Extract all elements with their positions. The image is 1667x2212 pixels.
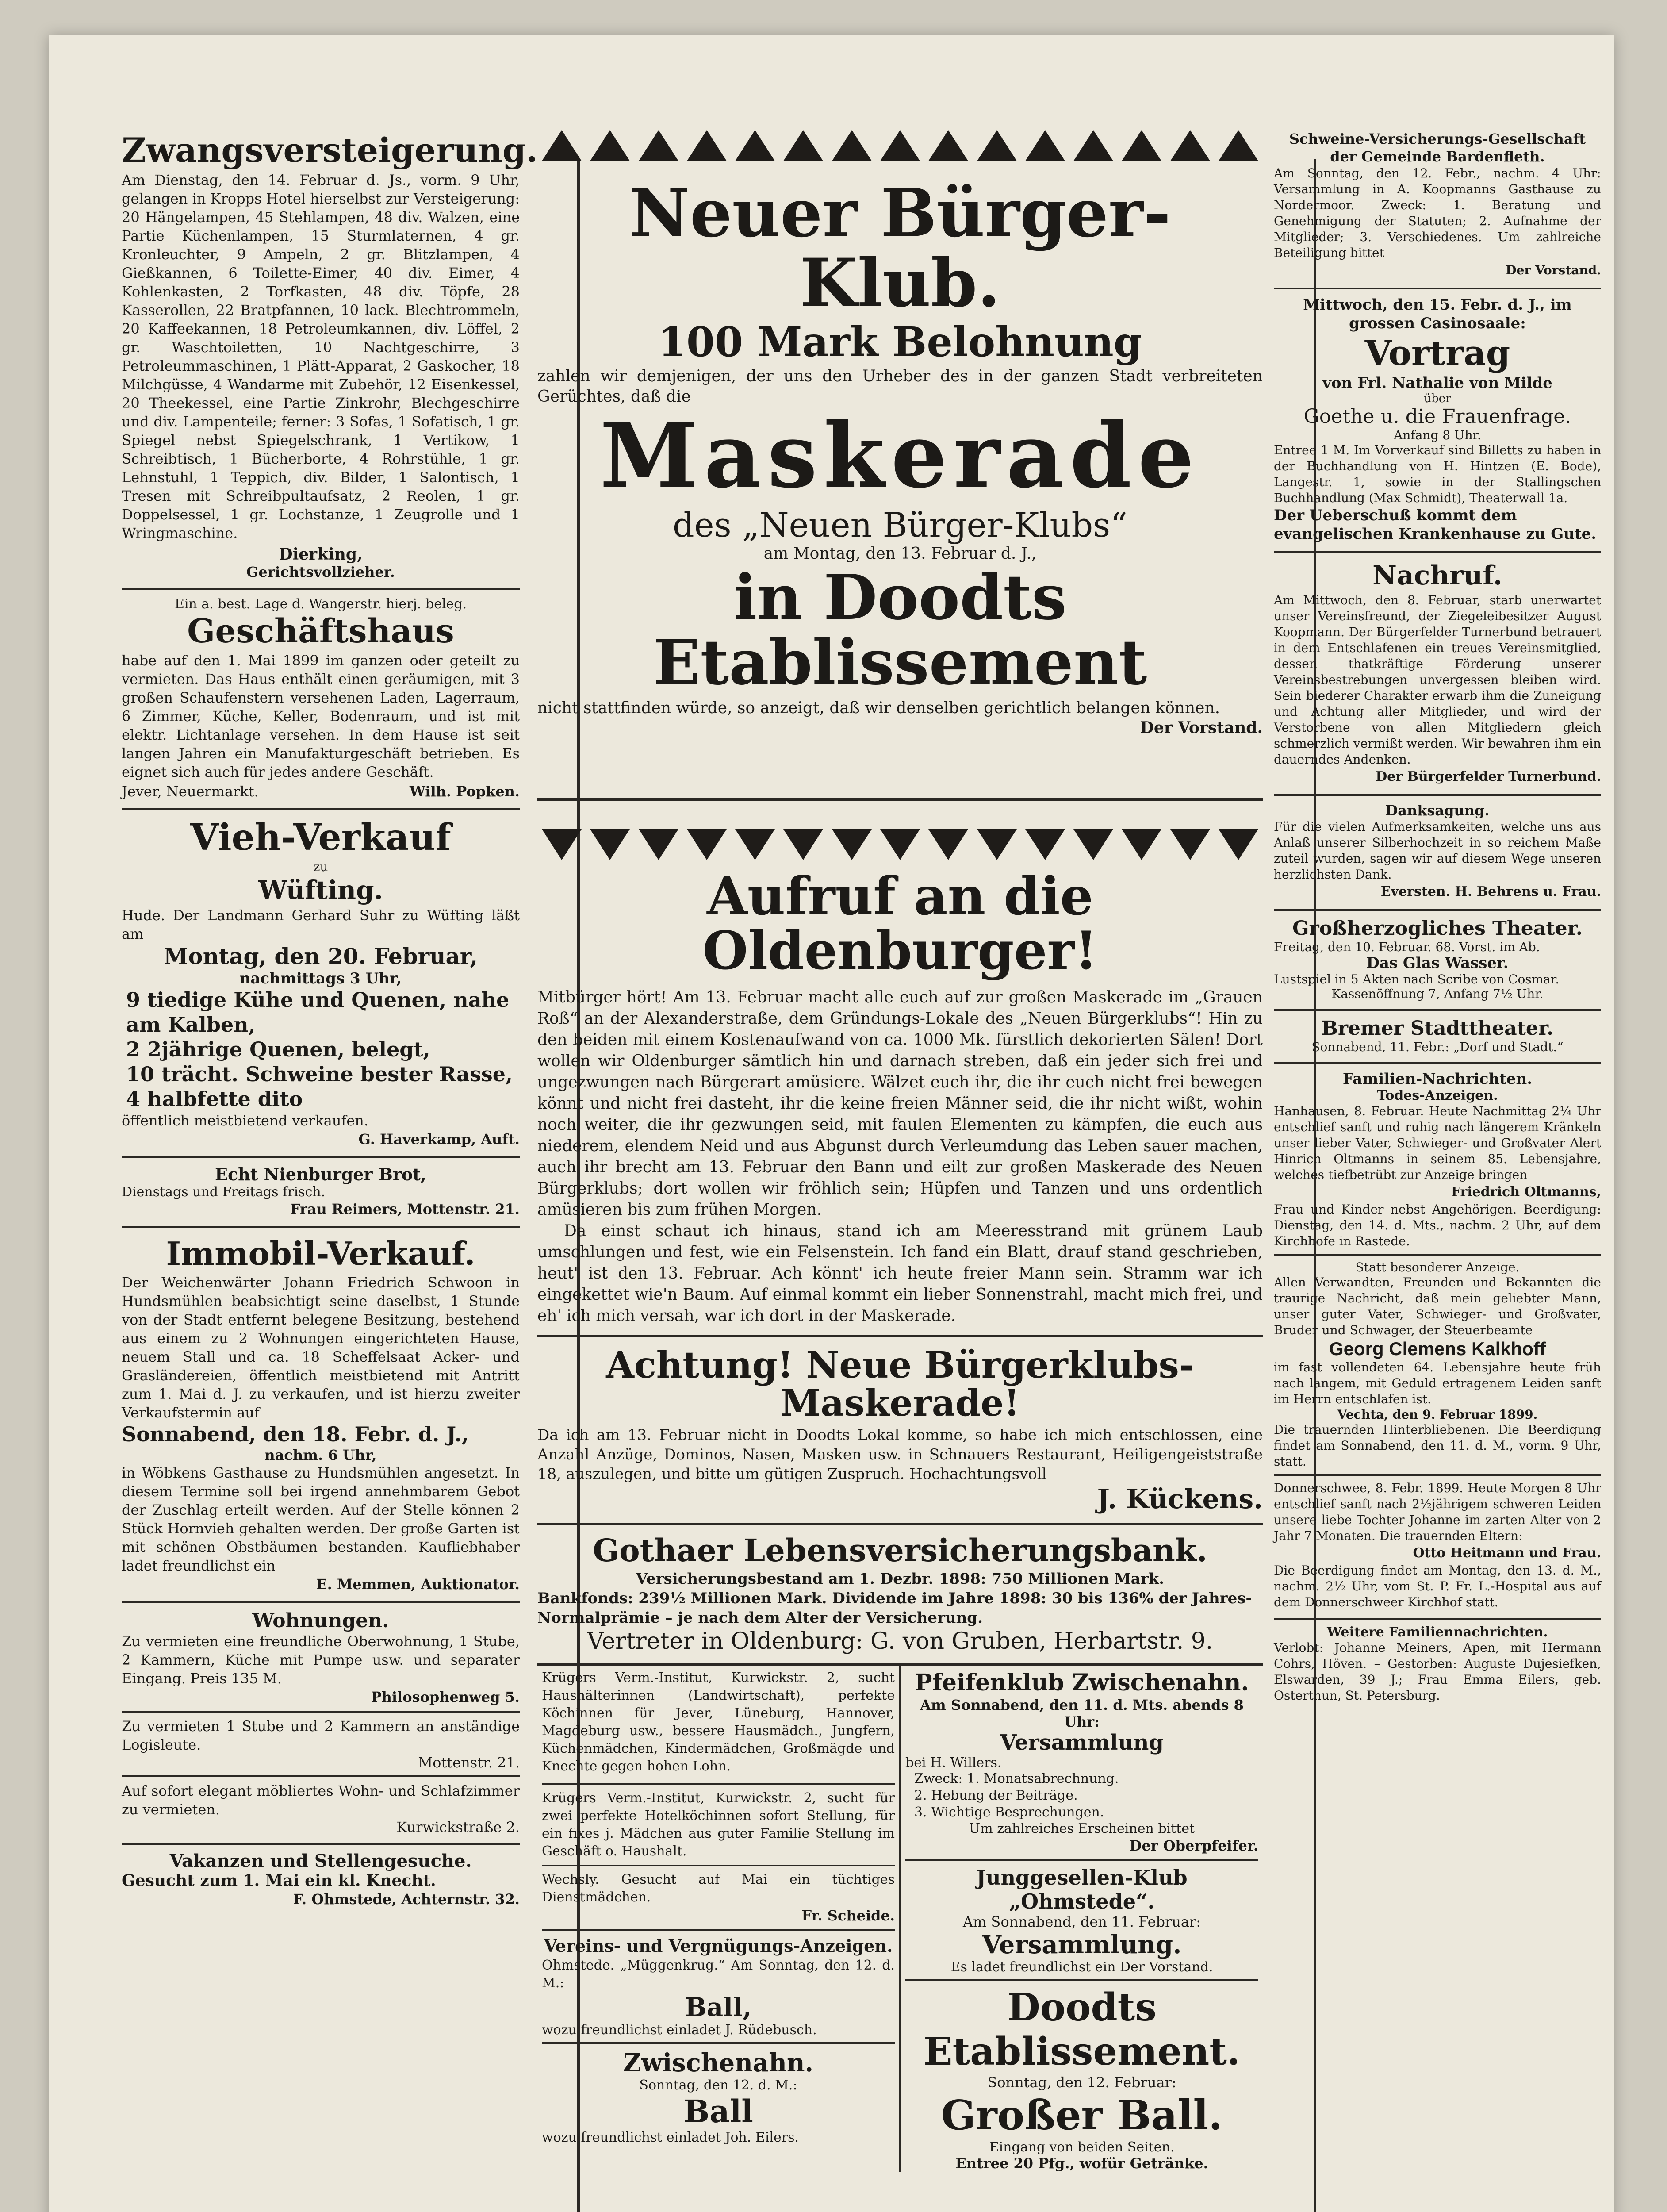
- ad-title: Achtung! Neue Bürgerklubs-Maskerade!: [606, 1344, 1194, 1425]
- vereins-signer: wozu freundlichst einladet J. Rüdebusch.: [542, 2022, 817, 2038]
- obituary-1-tail: Frau und Kinder nebst Angehörigen. Beerdigung: Dienstag, den 14. d. Mts., nachm. 2 Uhr, auf dem Kirchhofe in Rastede.: [1274, 1202, 1601, 1248]
- junggesellen-head: Versammlung.: [982, 1930, 1182, 1960]
- ad-line: Freitag, den 10. Februar. 68. Vorst. im Ab.: [1274, 939, 1540, 954]
- wohnung-1: Zu vermieten eine freundliche Oberwohnung, 1 Stube, 2 Kammern, Küche mit Pumpe usw. und separater Eingang. Preis 135 M.: [122, 1633, 520, 1687]
- obituary-3-signer: Otto Heitmann und Frau.: [1413, 1545, 1601, 1561]
- obituary-1: Hanhausen, 8. Februar. Heute Nachmittag 2¼ Uhr entschlief sanft und ruhig nach längerem Kränkeln unser lieber Vater, Schwieger- und Großvater Alert Hinrich Oltmanns in seinem 85. Lebensjahre, welches tiefbetrübt zur Anzeige bringen: [1274, 1103, 1601, 1182]
- zwischenahn-signer: wozu freundlichst einladet Joh. Eilers.: [542, 2130, 799, 2146]
- ad-item: 2 2jährige Quenen, belegt,: [126, 1037, 430, 1062]
- ad-title: Echt Nienburger Brot,: [215, 1164, 426, 1185]
- middle-column: [537, 124, 1263, 2172]
- zwischenahn-date: Sonntag, den 12. d. M.:: [639, 2078, 797, 2093]
- ad-body-2: in Wöbkens Gasthause zu Hundsmühlen angesetzt. In diesem Termine soll bei irgend annehmbarem Gebot der Zuschlag erteilt werden. Auf der Stelle können 2 Stück Hornvieh gehalten werden. Der große Garten ist mit schönen Obstbäumen bestanden. Kaufliebhaber ladet freundlichst ein: [122, 1464, 520, 1575]
- ad-title: Aufruf an die Oldenburger!: [702, 865, 1098, 982]
- ad-line-2: Bankfonds: 239½ Millionen Mark. Dividende im Jahre 1898: 30 bis 136% der Jahres-Normalprämie – je nach dem Alter der Versicherung.: [537, 1590, 1252, 1627]
- triangle-border-top: [542, 130, 1258, 161]
- ad-title: Neuer Bürger-Klub.: [629, 174, 1171, 322]
- vereins-ball: Ball,: [685, 1992, 752, 2023]
- ad-signer: Der Vorstand.: [1506, 263, 1601, 277]
- bremer-stadttheater-ad: [1274, 1011, 1601, 1064]
- section-sub: Todes-Anzeigen.: [1377, 1087, 1498, 1103]
- ad-signer-title: Gerichtsvollzieher.: [246, 563, 395, 580]
- ad-body: Hude. Der Landmann Gerhard Suhr zu Wüfting läßt am: [122, 907, 520, 943]
- ad-signer: E. Memmen, Auktionator.: [316, 1576, 520, 1593]
- ad-item: 9 tiedige Kühe und Quenen, nahe am Kalben,: [126, 988, 510, 1037]
- schweine-versicherung-ad: [1274, 124, 1601, 289]
- wohnung-3: Auf sofort elegant möbliertes Wohn- und Schlafzimmer zu vermieten.: [122, 1782, 520, 1818]
- ad-signer: Dierking,: [279, 545, 363, 564]
- pfeifenklub-date: Am Sonnabend, den 11. d. Mts. abends 8 Uhr:: [920, 1697, 1244, 1731]
- ad-title: Nachruf.: [1372, 560, 1502, 591]
- ad-tail: Der Ueberschuß kommt dem evangelischen Krankenhause zu Gute.: [1274, 506, 1597, 543]
- aufruf-ad: [537, 801, 1263, 1338]
- vieh-verkauf-ad: [122, 810, 520, 1158]
- junggesellen-tail: Es ladet freundlichst ein Der Vorstand.: [950, 1959, 1213, 1975]
- ad-title: Vakanzen und Stellengesuche.: [169, 1851, 472, 1872]
- agenda-item: 3. Wichtige Besprechungen.: [914, 1805, 1104, 1820]
- ad-place: Wüfting.: [258, 875, 383, 905]
- ad-time: Kassenöffnung 7, Anfang 7½ Uhr.: [1331, 986, 1544, 1001]
- danksagung-ad: [1274, 796, 1601, 911]
- ad-signer: Der Bürgerfelder Turnerbund.: [1376, 768, 1601, 784]
- section-title: Familien-Nachrichten.: [1342, 1070, 1533, 1088]
- ad-speaker: von Frl. Nathalie von Milde: [1322, 374, 1552, 392]
- ad-signer: Wilh. Popken.: [409, 783, 520, 800]
- triangle-border-top: [542, 829, 1258, 860]
- ad-club-name: des „Neuen Bürger-Klubs“: [673, 505, 1127, 545]
- ad-sub: Dienstags und Freitags frisch.: [122, 1184, 326, 1200]
- obituary-3-body: Donnerschwee, 8. Febr. 1899. Heute Morgen 8 Uhr entschlief sanft nach 2½jährigem schweren Leiden unsere liebe Tochter Johanne im zarten Alter von 2 Jahr 7 Monaten. Die trauernden Eltern:: [1274, 1480, 1601, 1543]
- ad-begin: Anfang 8 Uhr.: [1394, 427, 1481, 442]
- ad-signer: Der Vorstand.: [1140, 718, 1263, 737]
- ad-title: Wohnungen.: [252, 1609, 389, 1632]
- obituary-2-date: Vechta, den 9. Februar 1899.: [1337, 1407, 1538, 1422]
- vereins-body: Ohmstede. „Müggenkrug.“ Am Sonntag, den 12. d. M.:: [542, 1958, 895, 1991]
- wechsly-ad: Wechsly. Gesucht auf Mai ein tüchtiges Dienstmädchen.: [542, 1872, 895, 1905]
- wechsly-signer: Fr. Scheide.: [801, 1907, 895, 1924]
- ad-signer: G. Haverkamp, Auft.: [358, 1131, 520, 1148]
- zwangsversteigerung-ad: [122, 124, 538, 590]
- ad-poem: Da einst schaut ich hinaus, stand ich am Meeresstrand mit grünem Laub umschlungen und fest, wie ein Felsenstein. Ich fand ein Blatt, drauf stand geschrieben, heut' ist den 13. Februar. Ach könnt' ich heute freier Mann sein. Stramm war ich eingekettet wie'n Baum. Auf einmal kommt ein lieber Sonnenstrahl, macht mich frei, und eh' ich mich versah, war ich dort in der Maskerade.: [537, 1222, 1263, 1325]
- ad-tail: nicht stattfinden würde, so anzeigt, daß wir denselben gerichtlich belangen können.: [537, 699, 1220, 717]
- ad-date: Sonnabend, den 18. Febr. d. J.,: [122, 1422, 469, 1447]
- ad-place: in Doodts Etablissement: [653, 561, 1147, 699]
- ad-place: Jever, Neuermarkt.: [122, 783, 259, 800]
- immobil-verkauf-ad: [122, 1228, 520, 1603]
- obituary-1-signer: Friedrich Oltmanns,: [1451, 1184, 1601, 1200]
- obituary-2-name: Georg Clemens Kalkhoff: [1329, 1338, 1546, 1359]
- agenda-item: 2. Hebung der Beiträge.: [914, 1788, 1078, 1804]
- ad-item-list: [126, 987, 520, 1111]
- ad-topic: Goethe u. die Frauenfrage.: [1303, 405, 1571, 428]
- pfeifenklub-head: Versammlung: [1000, 1730, 1164, 1755]
- kruger-ad-1: Krügers Verm.-Institut, Kurwickstr. 2, sucht Haushälterinnen (Landwirtschaft), perfekte Köchinnen für Jever, Lüneburg, Hannover, Magdeburg usw., bessere Hausmädch., Jungfern, Küchenmädchen, Kindermädchen, Großmägde und Knechte gegen hohen Lohn.: [542, 1670, 895, 1774]
- pfeifenklub-place: bei H. Willers.: [905, 1755, 1002, 1771]
- ad-date: Montag, den 20. Februar,: [164, 943, 478, 970]
- ad-title: Vortrag: [1364, 333, 1510, 373]
- ad-body: Da ich am 13. Februar nicht in Doodts Lokal komme, so habe ich mich entschlossen, eine Anzahl Anzüge, Dominos, Nasen, Masken usw. in Schnauers Restaurant, Heiligengeiststraße 18, auszulegen, und bitte um gütigen Zuspruch. Hochachtungsvoll: [537, 1426, 1263, 1483]
- ad-time: nachmittags 3 Uhr,: [239, 970, 402, 988]
- ad-item: 4 halbfette dito: [126, 1087, 303, 1111]
- pfeifenklub-signer: Der Oberpfeifer.: [1129, 1837, 1258, 1855]
- small-ads-right: [899, 1666, 1263, 2172]
- obituary-2-body: im fast vollendeten 64. Lebensjahre heute früh nach langem, mit Geduld ertragenem Leiden sanft im Herrn entschlafen ist.: [1274, 1359, 1601, 1406]
- weitere-familiennachrichten: [1274, 1620, 1601, 1704]
- pfeifenklub-agenda: [914, 1770, 1258, 1821]
- ad-body: Gesucht zum 1. Mai ein kl. Knecht.: [122, 1871, 436, 1890]
- section-title: Weitere Familiennachrichten.: [1327, 1624, 1548, 1640]
- ad-title: Bremer Stadttheater.: [1321, 1017, 1554, 1040]
- left-column: [122, 124, 538, 1909]
- ad-body: Am Sonntag, den 12. Febr., nachm. 4 Uhr: Versammlung in A. Koopmanns Gasthause zu Nordermoor. Zweck: 1. Beratung und Genehmigung der Statuten; 2. Aufnahme der Mitglieder; 3. Verschiedenes. Um zahlreiche Beteiligung bittet: [1274, 166, 1601, 260]
- ad-item: 10 trächt. Schweine bester Rasse,: [126, 1062, 513, 1087]
- obituary-2-tail: Die trauernden Hinterbliebenen. Die Beerdigung findet am Sonnabend, den 11. d. M., vorm. 9 Uhr, statt.: [1274, 1422, 1601, 1469]
- ad-body: zahlen wir demjenigen, der uns den Urheber des in der ganzen Stadt verbreiteten Gerüchtes, daß die: [537, 367, 1263, 406]
- wohnung-2: Zu vermieten 1 Stube und 2 Kammern an anständige Logisleute.: [122, 1718, 520, 1754]
- pfeifenklub-title: Pfeifenklub Zwischenahn.: [915, 1669, 1249, 1697]
- zwischenahn-title: Zwischenahn.: [623, 2048, 814, 2078]
- ad-title: Zwangsversteigerung.: [122, 131, 538, 170]
- right-column: [1274, 124, 1601, 1704]
- ad-body: Entree 1 M. Im Vorverkauf sind Billetts zu haben in der Buchhandlung von H. Hintzen (E. Bode), Langestr. 1, sowie in der Stallingschen Buchhandlung (Max Schmidt), Theaterwall 1a.: [1274, 442, 1601, 505]
- gothaer-ad: [537, 1525, 1263, 1666]
- vakanzen-ad: [122, 1845, 520, 1909]
- wohnungen-ad: [122, 1603, 520, 1845]
- ad-date: am Montag, den 13. Februar d. J.,: [763, 544, 1037, 563]
- doodts-date: Sonntag, den 12. Februar:: [987, 2074, 1176, 2091]
- achtung-ad: [537, 1337, 1263, 1525]
- ad-body: Mitbürger hört! Am 13. Februar macht alle euch auf zur großen Maskerade im „Grauen Roß“ an der Alexanderstraße, dem Gründungs-Lokale des „Neuen Bürgerklubs“! Hin zu den beiden mit einem Kostenaufwand von ca. 1000 Mk. fürstlich dekorierten Sälen! Dort wollen wir Oldenburger sämtlich hin und darnach streben, daß ein jeder sich frei und ungezwungen nach Bürgerart amüsiere. Wälzet euch ihr, die ihr euch nicht frei bewegen könnt und nicht frei dasteht, ihr die keine freien Männer seid, die ihr nicht wißt, wohin noch weiter, die ihr gezwungen seid, mit faulen Elementen zu kämpfen, die euch aus niederem, elendem Neid und aus Abgunst durch Verleumdung das Leben sauer machen, auch ihr brecht am 13. Februar den Bann und eilt zur großen Maskerade des Neuen Bürgerklubs; dort wollen wir fröhlich sein; Hüpfen und Tanzen und uns ordentlich amüsieren bis zum frühen Morgen.: [537, 988, 1263, 1219]
- small-ads-grid: [537, 1666, 1263, 2172]
- ad-tail: öffentlich meistbietend verkaufen.: [122, 1112, 369, 1129]
- wohnung-2-address: Mottenstr. 21.: [418, 1754, 520, 1771]
- ad-title: Geschäftshaus: [187, 612, 454, 650]
- ad-body: Am Dienstag, den 14. Februar d. Js., vorm. 9 Uhr, gelangen in Kropps Hotel hierselbst zur Versteigerung: 20 Hängelampen, 45 Stehlampen, 48 div. Walzen, eine Partie Küchenlampen, 15 Sturmlaternen, 4 gr. Kronleuchter, 9 Ampeln, 2 gr. Blitzlampen, 4 Gießkannen, 6 Toilette-Eimer, 40 div. Eimer, 4 Kohlenkasten, 2 Torfkasten, 48 div. Töpfe, 28 Kasserollen, 22 Bratpfannen, 10 lack. Blechtrommeln, 20 Kaffeekannen, 18 Petroleumkannen, div. Löffel, 2 gr. Waschtoiletten, 10 Nachtgeschirre, 3 Petroleummaschinen, 1 Plätt-Apparat, 2 Gaskocher, 18 Milchgüsse, 4 Wandarme mit Zubehör, 12 Eisenkessel, 20 Theekessel, eine Partie Zinkrohr, Blechgeschirre und div. Lampenteile; ferner: 3 Sofas, 1 Sofatisch, 1 gr. Spiegel nebst Spiegelschrank, 1 Vertikow, 1 Schreibtisch, 1 Bücherborte, 4 Rohrstühle, 1 gr. Lehnstuhl, 1 Teppich, div. Bilder, 1 Salontisch, 1 Tresen mit Schreibpultaufsatz, 2 Reolen, 1 gr. Doppelsessel, 1 gr. Lochstanze, 1 Zeugrolle und 1 Wringmaschine.: [122, 171, 520, 541]
- small-ads-left: [537, 1666, 899, 2172]
- obituary-2-intro: Allen Verwandten, Freunden und Bekannten die traurige Nachricht, daß mein geliebter Mann, unser guter Vater, Schwieger- und Großvater, Bruder und Schwager, der Steuerbeamte: [1274, 1275, 1601, 1337]
- ad-reward: 100 Mark Belohnung: [658, 318, 1142, 366]
- ad-signer: F. Ohmstede, Achternstr. 32.: [293, 1891, 520, 1908]
- ad-body: Der Weichenwärter Johann Friedrich Schwoon in Hundsmühlen beabsichtigt seine daselbst, 1 Stunde von der Stadt entfernt belegene Besitzung, bestehend aus einem zu 2 Wohnungen eingerichteten Hause, neuem Stall und ca. 18 Scheffelsaat Acker- und Grasländereien, öffentlich meistbietend mit Antritt zum 1. Mai d. J. zu verkaufen, und ist hierzu zweiter Verkaufstermin auf: [122, 1274, 520, 1421]
- ad-date: Mittwoch, den 15. Febr. d. J., im grossen Casinosaale:: [1303, 296, 1572, 332]
- ad-zu: zu: [313, 859, 328, 874]
- ad-body: habe auf den 1. Mai 1899 im ganzen oder geteilt zu vermieten. Das Haus enthält einen geräumigen, mit 3 großen Schaufenstern versehenen Laden, Lagerraum, 6 Zimmer, Küche, Keller, Bodenraum, und ist mit elektr. Lichtanlage versehen. In dem Hause ist seit langen Jahren ein Manufakturgeschäft betrieben. Es eignet sich auch für jedes andere Geschäft.: [122, 652, 520, 781]
- junggesellen-date: Am Sonnabend, den 11. Februar:: [962, 1913, 1201, 1931]
- ad-masquerade: Maskerade: [600, 403, 1200, 508]
- obituary-2-header: Statt besonderer Anzeige.: [1355, 1260, 1520, 1275]
- brot-ad: [122, 1158, 520, 1228]
- section-body: Verlobt: Johanne Meiners, Apen, mit Hermann Cohrs, Höven. – Gestorben: Auguste Dujesiefken, Elswarden, 39 J.; Frau Emma Eilers, geb. Osterthun, St. Petersburg.: [1274, 1640, 1601, 1703]
- ad-signer: Frau Reimers, Mottenstr. 21.: [290, 1201, 520, 1218]
- doodts-price: Entree 20 Pfg., wofür Getränke.: [955, 2155, 1208, 2172]
- ad-line-3: Vertreter in Oldenburg: G. von Gruben, Herbartstr. 9.: [587, 1628, 1213, 1655]
- ad-title: Immobil-Verkauf.: [166, 1235, 475, 1273]
- ad-title: Großherzogliches Theater.: [1292, 917, 1583, 940]
- ad-time: nachm. 6 Uhr,: [264, 1447, 377, 1464]
- agenda-item: Zweck: 1. Monatsabrechnung.: [914, 1771, 1119, 1787]
- vortrag-ad: [1274, 289, 1601, 553]
- doodts-title: Doodts Etablissement.: [924, 1985, 1240, 2074]
- ad-line: Sonnabend, 11. Febr.: „Dorf und Stadt.“: [1311, 1039, 1564, 1054]
- neuer-buerger-klub-ad: [537, 124, 1263, 801]
- familien-nachrichten: [1274, 1064, 1601, 1620]
- ad-title: Danksagung.: [1385, 802, 1490, 819]
- ad-play: Das Glas Wasser.: [1366, 954, 1509, 972]
- ad-title: Vieh-Verkauf: [190, 816, 451, 859]
- wohnung-1-address: Philosophenweg 5.: [371, 1689, 520, 1706]
- ad-ueber: über: [1424, 392, 1451, 405]
- obituary-3-tail: Die Beerdigung findet am Montag, den 13. d. M., nachm. 2½ Uhr, vom St. P. Fr. L.-Hospital aus auf dem Donnerschweer Kirchhof statt.: [1274, 1563, 1601, 1609]
- junggesellen-title: Junggesellen-Klub „Ohmstede“.: [976, 1866, 1188, 1914]
- nachruf-ad: [1274, 553, 1601, 796]
- doodts-ball: Großer Ball.: [941, 2091, 1223, 2139]
- doodts-entry: Eingang von beiden Seiten.: [989, 2139, 1175, 2155]
- zwischenahn-ball: Ball: [683, 2093, 753, 2130]
- vereins-title: Vereins- und Vergnügungs-Anzeigen.: [544, 1936, 893, 1956]
- theater-ad: [1274, 911, 1601, 1011]
- ad-body: Am Mittwoch, den 8. Februar, starb unerwartet unser Vereinsfreund, der Ziegeleibesitzer August Koopmann. Der Bürgerfelder Turnerbund betrauert in dem Entschlafenen ein treues Vereinsmitglied, dessen thatkräftige Förderung unserer Vereinsbestrebungen unvergessen bleiben wird. Sein biederer Charakter erwarb ihm die Zuneigung und Achtung aller Mitglieder, und wird der Verstorbene von allen Mitgliedern gleich schmerzlich vermißt werden. Wir bewahren ihm ein dauerndes Andenken.: [1274, 592, 1601, 767]
- kruger-ad-2: Krügers Verm.-Institut, Kurwickstr. 2, sucht für zwei perfekte Hotelköchinnen sofort Stellung, für ein fixes j. Mädchen aus guter Familie Stellung im Geschäft o. Haushalt.: [542, 1790, 895, 1859]
- ad-title: Gothaer Lebensversicherungsbank.: [593, 1532, 1207, 1569]
- ad-signer: J. Kückens.: [1097, 1483, 1263, 1515]
- ad-kicker: Ein a. best. Lage d. Wangerstr. hierj. beleg.: [174, 596, 467, 612]
- pfeifenklub-tail: Um zahlreiches Erscheinen bittet: [969, 1821, 1195, 1837]
- ad-title: Schweine-Versicherungs-Gesellschaft der Gemeinde Bardenfleth.: [1289, 131, 1586, 165]
- ad-line-1: Versicherungsbestand am 1. Dezbr. 1898: 750 Millionen Mark.: [636, 1570, 1165, 1588]
- geschaeftshaus-ad: [122, 590, 520, 810]
- ad-desc: Lustspiel in 5 Akten nach Scribe von Cosmar.: [1274, 972, 1560, 987]
- ad-body: Für die vielen Aufmerksamkeiten, welche uns aus Anlaß unserer Silberhochzeit in so reichem Maße zuteil wurden, sagen wir auf diesem Wege unseren herzlichsten Dank.: [1274, 819, 1601, 882]
- ad-signer: Eversten. H. Behrens u. Frau.: [1380, 883, 1601, 899]
- wohnung-3-address: Kurwickstraße 2.: [396, 1819, 520, 1836]
